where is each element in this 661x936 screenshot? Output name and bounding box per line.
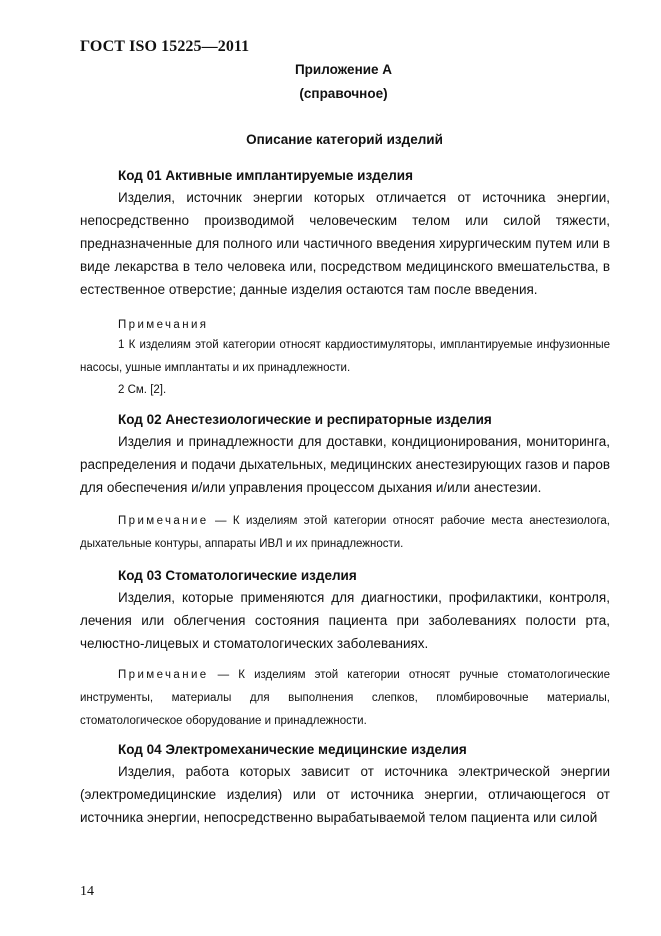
code-03-note-label: Примечание xyxy=(118,669,209,681)
code-01-text: Изделия, источник энергии которых отличается от источника энергии, непосредственно производимой человеческим телом или силой тяжести, предназначенные для полного или частичного введения хирургическим путем или в виде лекарства в тело человека или, посредством медицинского вмешательства, в естественное отверстие; данные изделия остаются там после введения. xyxy=(80,190,610,297)
code-01-note-2: 2 См. [2]. xyxy=(118,384,167,396)
code-01-notes xyxy=(80,316,610,400)
code-01-section xyxy=(80,166,610,301)
code-03-note-text: — К изделиям этой категории относят ручные стоматологические инструменты, материалы для выполнения слепков, пломбировочные материалы, стоматологическое оборудование и принадлежности. xyxy=(80,669,610,727)
code-01-heading: Код 01 Активные имплантируемые изделия xyxy=(118,168,413,183)
section-title: Описание категорий изделий xyxy=(246,132,443,147)
code-02-note-paragraph xyxy=(80,510,610,556)
annex-subtitle: (справочное) xyxy=(299,86,388,101)
code-02-heading: Код 02 Анестезиологические и респираторные изделия xyxy=(118,412,492,427)
code-02-note-label: Примечание xyxy=(118,515,209,527)
code-03-note xyxy=(80,664,610,733)
code-01-note-1: 1 К изделиям этой категории относят кардиостимуляторы, имплантируемые инфузионные насосы, ушные имплантаты и их принадлежности. xyxy=(80,339,610,374)
code-01-notes-label: Примечания xyxy=(118,319,209,331)
page-number: 14 xyxy=(80,884,94,899)
code-03-note-paragraph xyxy=(80,664,610,733)
code-02-note-text: — К изделиям этой категории относят рабочие места анестезиолога, дыхательные контуры, аппараты ИВЛ и их принадлежности. xyxy=(80,515,610,550)
code-04-heading: Код 04 Электромеханические медицинские изделия xyxy=(118,742,467,757)
code-02-text: Изделия и принадлежности для доставки, кондиционирования, мониторинга, распределения и подачи дыхательных, медицинских анестезирующих газов и паров для обеспечения и/или управления процессом дыхания и/или анестезии. xyxy=(80,434,610,495)
annex-title: Приложение А xyxy=(294,62,393,77)
code-02-note xyxy=(80,510,610,556)
code-03-text: Изделия, которые применяются для диагностики, профилактики, контроля, лечения или облегчения состояния пациента при заболеваниях полости рта, челюстно-лицевых и стоматологических заболеваниях. xyxy=(80,590,610,651)
standard-header: ГОСТ ISO 15225—2011 xyxy=(80,38,250,55)
code-03-heading: Код 03 Стоматологические изделия xyxy=(118,568,357,583)
code-03-section xyxy=(80,566,610,655)
code-04-text: Изделия, работа которых зависит от источника электрической энергии (электромедицинские изделия) или от источника энергии, отличающегося от источника энергии, непосредственно вырабатываемой телом пациента или силой xyxy=(80,764,610,825)
code-04-section xyxy=(80,740,610,829)
code-02-section xyxy=(80,410,610,499)
